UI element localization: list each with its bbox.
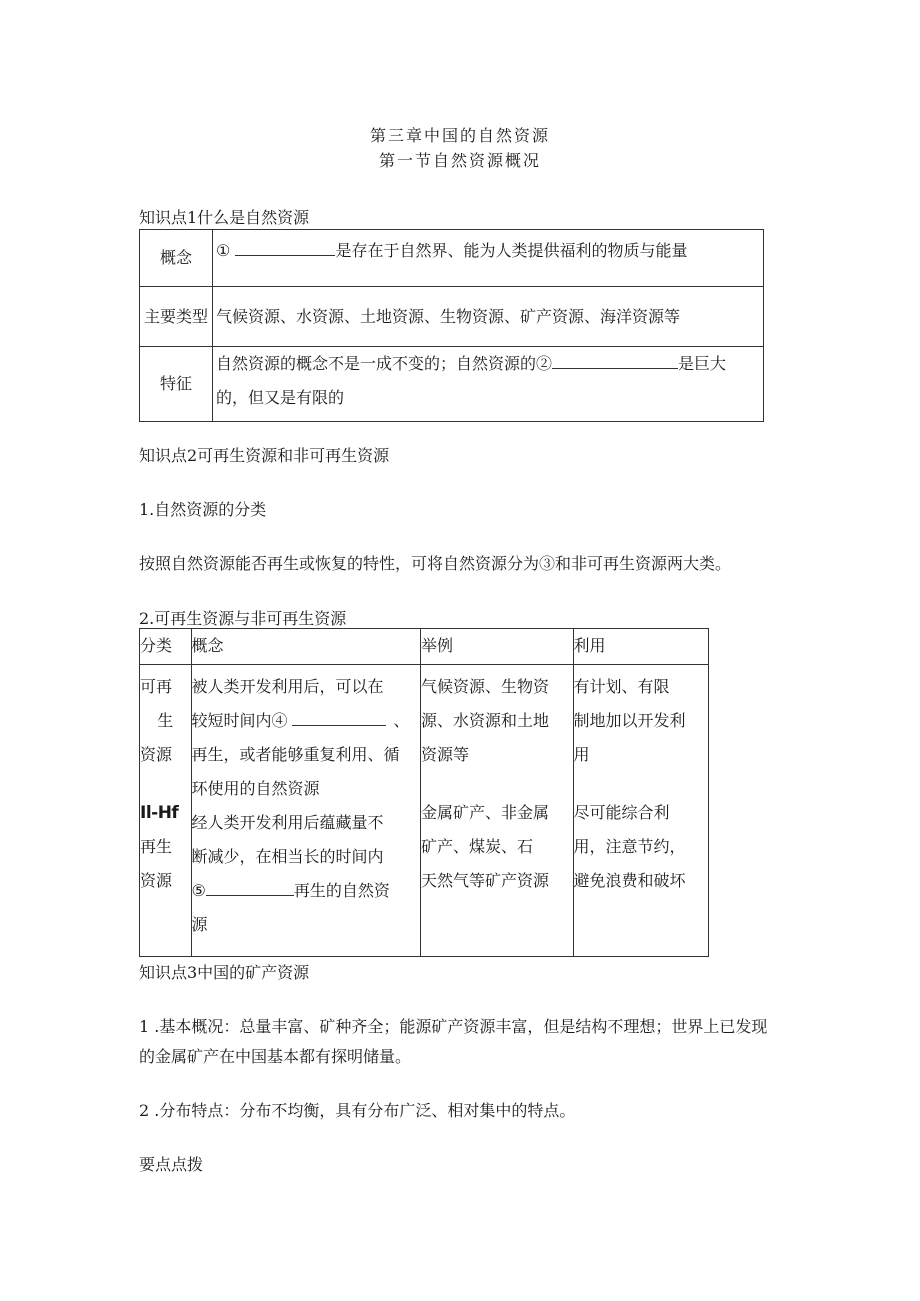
circled-number: ① — [216, 241, 231, 260]
kp1-heading: 知识点1什么是自然资源 — [139, 208, 310, 227]
chapter-title: 第三章中国的自然资源 — [369, 126, 550, 145]
kp3-heading: 知识点3中国的矿产资源 — [139, 963, 310, 982]
row-text: 的，但又是有限的 — [216, 388, 345, 407]
fill-blank-1 — [235, 241, 335, 256]
kp3-item1-line1: 1 .基本概况：总量丰富、矿种齐全；能源矿产资源丰富，但是结构不理想；世界上已发现 — [139, 1017, 768, 1036]
col-header: 举例 — [420, 629, 573, 665]
row-text: 是巨大 — [678, 354, 727, 373]
category-label: 可再 生 资源 Il-Hf 再生 资源 — [140, 665, 192, 957]
row-label: 概念 — [140, 230, 213, 287]
row-text: 自然资源的概念不是一成不变的；自然资源的② — [216, 354, 553, 373]
row-text: 是存在于自然界、能为人类提供福利的物质与能量 — [335, 241, 688, 260]
fill-blank-5 — [206, 881, 294, 896]
fill-blank-2 — [552, 354, 678, 369]
table-header-row — [140, 629, 709, 665]
example-cell: 气候资源、生物资 源、水资源和土地 资源等 金属矿产、非金属 矿产、煤炭、石 天然气等矿产资源 — [420, 665, 573, 957]
use-cell: 有计划、有限 制地加以开发利 用 尽可能综合利 用，注意节约， 避免浪费和破坏 — [573, 665, 708, 957]
row-content: 气候资源、水资源、土地资源、生物资源、矿产资源、海洋资源等 — [213, 287, 764, 347]
col-header: 利用 — [573, 629, 708, 665]
col-header: 概念 — [191, 629, 420, 665]
kp2-heading: 知识点2可再生资源和非可再生资源 — [139, 446, 390, 465]
table-row — [140, 287, 764, 347]
section-title: 第一节自然资源概况 — [378, 151, 541, 170]
kp2-sub2: 2.可再生资源与非可再生资源 — [139, 609, 347, 628]
table-row — [140, 230, 764, 287]
col-header: 分类 — [140, 629, 192, 665]
row-content — [213, 230, 764, 287]
kp2-table — [139, 628, 709, 957]
table-row — [140, 665, 709, 957]
kp3-item1-line2: 的金属矿产在中国基本都有探明储量。 — [139, 1047, 412, 1066]
table-row — [140, 347, 764, 422]
footer-heading: 要点点拨 — [139, 1155, 204, 1174]
fill-blank-4 — [292, 711, 386, 726]
row-content — [213, 347, 764, 422]
kp3-item2: 2 .分布特点：分布不均衡，具有分布广泛、相对集中的特点。 — [139, 1101, 576, 1120]
concept-cell: 被人类开发利用后，可以在 较短时间内④ 、 再生，或者能够重复利用、循 环使用的自然资源 经人类开发利用后蕴藏量不 断减少，在相当长的时间内 ⑤ 再生的自然资 源 — [191, 665, 420, 957]
kp2-sub1: 1.自然资源的分类 — [139, 500, 267, 519]
row-label: 主要类型 — [140, 287, 213, 347]
kp2-para1: 按照自然资源能否再生或恢复的特性，可将自然资源分为③和非可再生资源两大类。 — [139, 554, 732, 573]
row-label: 特征 — [140, 347, 213, 422]
kp1-table — [139, 229, 764, 422]
